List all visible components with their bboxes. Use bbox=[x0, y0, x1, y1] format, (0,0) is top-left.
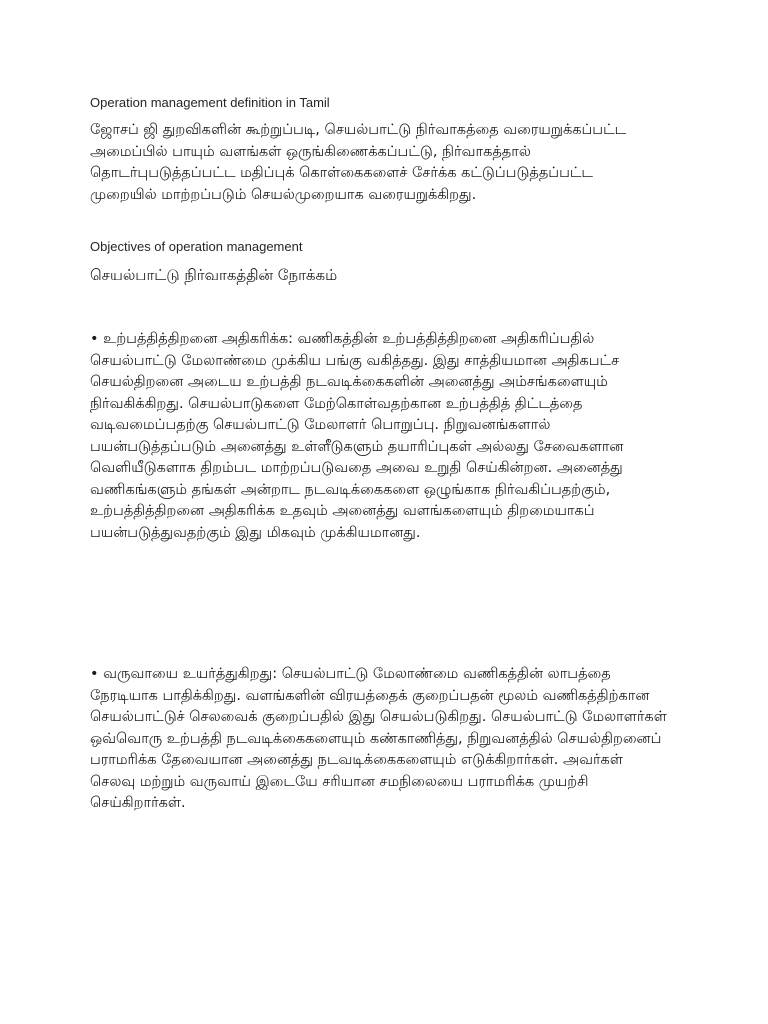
definition-heading: Operation management definition in Tamil bbox=[90, 95, 330, 110]
definition-paragraph: ஜோசப் ஜி துறவிகளின் கூற்றுப்படி, செயல்பாட்டு நிர்வாகத்தை வரையறுக்கப்பட்ட அமைப்பில் பாயும் வளங்கள் ஒருங்கிணைக்கப்பட்டு, நிர்வாகத்தால் தொடர்புபடுத்தப்பட்ட மதிப்புக் கொள்கைகளைச் சேர்க்க கட்டுப்படுத்தப்பட்ட முறையில் மாற்றப்படும் செயல்முறையாக வரையறுக்கிறது. bbox=[90, 122, 627, 203]
productivity-paragraph: • உற்பத்தித்திறனை அதிகரிக்க: வணிகத்தின் உற்பத்தித்திறனை அதிகரிப்பதில் செயல்பாட்டு மேலாண்மை முக்கிய பங்கு வகித்தது. இது சாத்தியமான அதிகபட்ச செயல்திறனை அடைய உற்பத்தி நடவடிக்கைகளின் அனைத்து அம்சங்களையும் நிர்வகிக்கிறது. செயல்பாடுகளை மேற்கொள்வதற்கான உற்பத்தித் திட்டத்தை வடிவமைப்பதற்கு செயல்பாட்டு மேலாளர் பொறுப்பு. நிறுவனங்களால் பயன்படுத்தப்படும் அனைத்து உள்ளீடுகளும் தயாரிப்புகள் அல்லது சேவைகளான வெளியீடுகளாக திறம்பட மாற்றப்படுவதை அவை உறுதி செய்கின்றன. அனைத்து வணிகங்களும் தங்கள் அன்றாட நடவடிக்கைகளை ஒழுங்காக நிர்வகிப்பதற்கும், உற்பத்தித்திறனை அதிகரிக்க உதவும் அனைத்து வளங்களையும் திறமையாகப் பயன்படுத்துவதற்கும் இது மிகவும் முக்கியமானது. bbox=[90, 331, 624, 541]
revenue-paragraph: • வருவாயை உயர்த்துகிறது: செயல்பாட்டு மேலாண்மை வணிகத்தின் லாபத்தை நேரடியாக பாதிக்கிறது. வளங்களின் விரயத்தைக் குறைப்பதன் மூலம் வணிகத்திற்கான செயல்பாட்டுச் செலவைக் குறைப்பதில் இது செயல்படுகிறது. செயல்பாட்டு மேலாளர்கள் ஒவ்வொரு உற்பத்தி நடவடிக்கைகளையும் கண்காணித்து, நிறுவனத்தில் செயல்திறனைப் பராமரிக்க தேவையான அனைத்து நடவடிக்கைகளையும் எடுக்கிறார்கள். அவர்கள் செலவு மற்றும் வருவாய் இடையே சரியான சமநிலையை பராமரிக்க முயற்சி செய்கிறார்கள். bbox=[90, 666, 667, 811]
objectives-heading: Objectives of operation management bbox=[90, 239, 303, 254]
objectives-title-tamil: செயல்பாட்டு நிர்வாகத்தின் நோக்கம் bbox=[90, 266, 338, 284]
